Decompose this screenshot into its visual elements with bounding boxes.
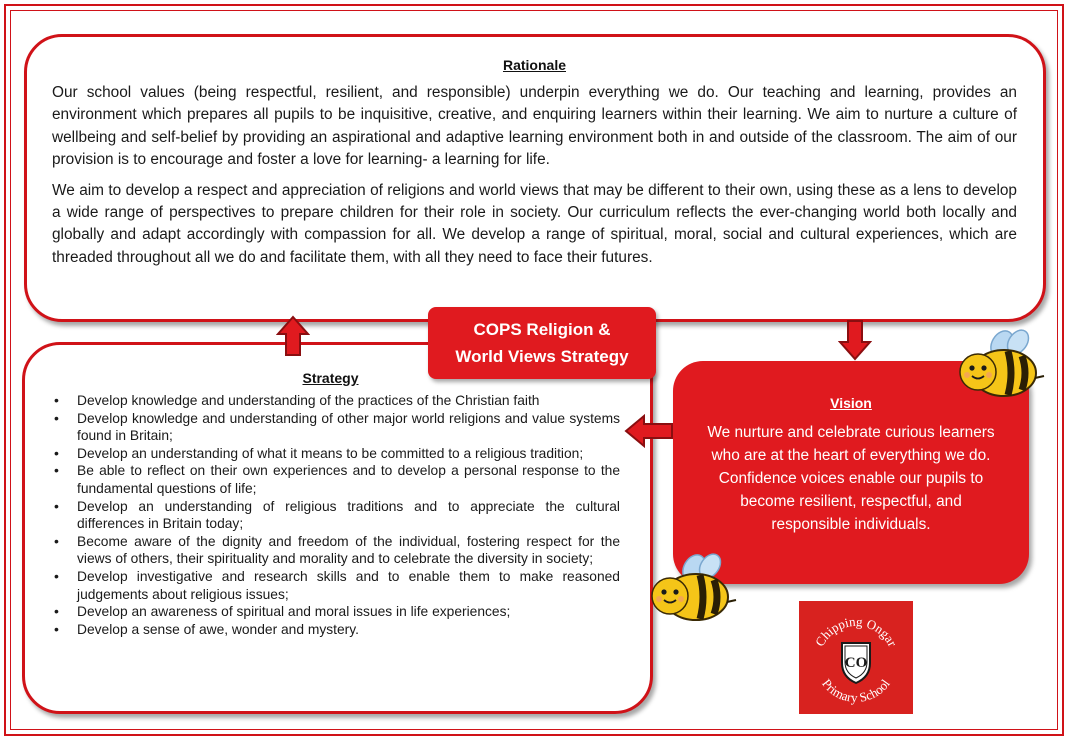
strategy-item: • Develop investigative and research skills and to enable them to make reasoned judgements about religious issues; <box>51 568 620 603</box>
arrow-up-icon <box>276 315 310 357</box>
strategy-item: • Develop an awareness of spiritual and moral issues in life experiences; <box>51 603 620 621</box>
vision-heading: Vision <box>830 395 872 411</box>
bee-icon <box>640 550 740 626</box>
strategy-item: • Become aware of the dignity and freedom of the individual, fostering respect for the views of others, their spirituality and morality and to celebrate the diversity in society; <box>51 533 620 568</box>
strategy-item: • Develop a sense of awe, wonder and mystery. <box>51 621 620 639</box>
title-line-1: COPS Religion & <box>473 320 611 339</box>
arrow-left-icon <box>624 414 674 448</box>
logo-text-bottom: Primary School <box>819 676 893 706</box>
logo-monogram: CO <box>844 655 868 671</box>
title-line-2: World Views Strategy <box>455 347 629 366</box>
bee-icon <box>948 326 1048 402</box>
logo-text-top: Chipping Ongar <box>811 613 901 649</box>
rationale-panel <box>24 34 1046 322</box>
school-logo <box>799 601 913 714</box>
strategy-title-box <box>428 307 656 379</box>
strategy-item: • Develop knowledge and understanding of other major world religions and value systems found in Britain; <box>51 410 620 445</box>
strategy-item: • Develop knowledge and understanding of the practices of the Christian faith <box>51 392 620 410</box>
strategy-item: • Develop an understanding of what it means to be committed to a religious tradition; <box>51 445 620 463</box>
vision-text: We nurture and celebrate curious learners who are at the heart of everything we do. Confidence voices enable our pupils to become resilient, respectful, and responsible individuals. <box>707 424 995 533</box>
strategy-item: • Be able to reflect on their own experiences and to develop a personal response to the fundamental questions of life; <box>51 462 620 497</box>
strategy-list <box>51 392 620 638</box>
rationale-paragraph-1: Our school values (being respectful, resilient, and responsible) underpin everything we do. Our teaching and learning, provides an environment which prepares all pupils to be inquisitive, creative, and enquiring learners within their learning. We aim to nurture a culture of wellbeing and self-belief by providing an aspirational and adaptive learning environment both in and outside of the classroom. The aim of our provision is to encourage and foster a love for learning- a learning for life. <box>52 84 1017 169</box>
school-crest-icon <box>799 601 913 714</box>
arrow-down-icon <box>838 319 872 361</box>
rationale-paragraph-2: We aim to develop a respect and appreciation of religions and world views that may be different to their own, using these as a lens to develop a wide range of perspectives to prepare children for their role in society. Our curriculum reflects the ever-changing world both locally and globally and adapt accordingly with compassion for all. We develop a range of spiritual, moral, social and cultural experiences, which are threaded throughout all we do and facilitate them, with all they need to face their futures. <box>52 181 1017 266</box>
strategy-panel <box>22 342 653 714</box>
strategy-item: • Develop an understanding of religious traditions and to appreciate the cultural differences in Britain today; <box>51 498 620 533</box>
rationale-heading: Rationale <box>502 57 566 73</box>
strategy-heading: Strategy <box>302 370 359 386</box>
